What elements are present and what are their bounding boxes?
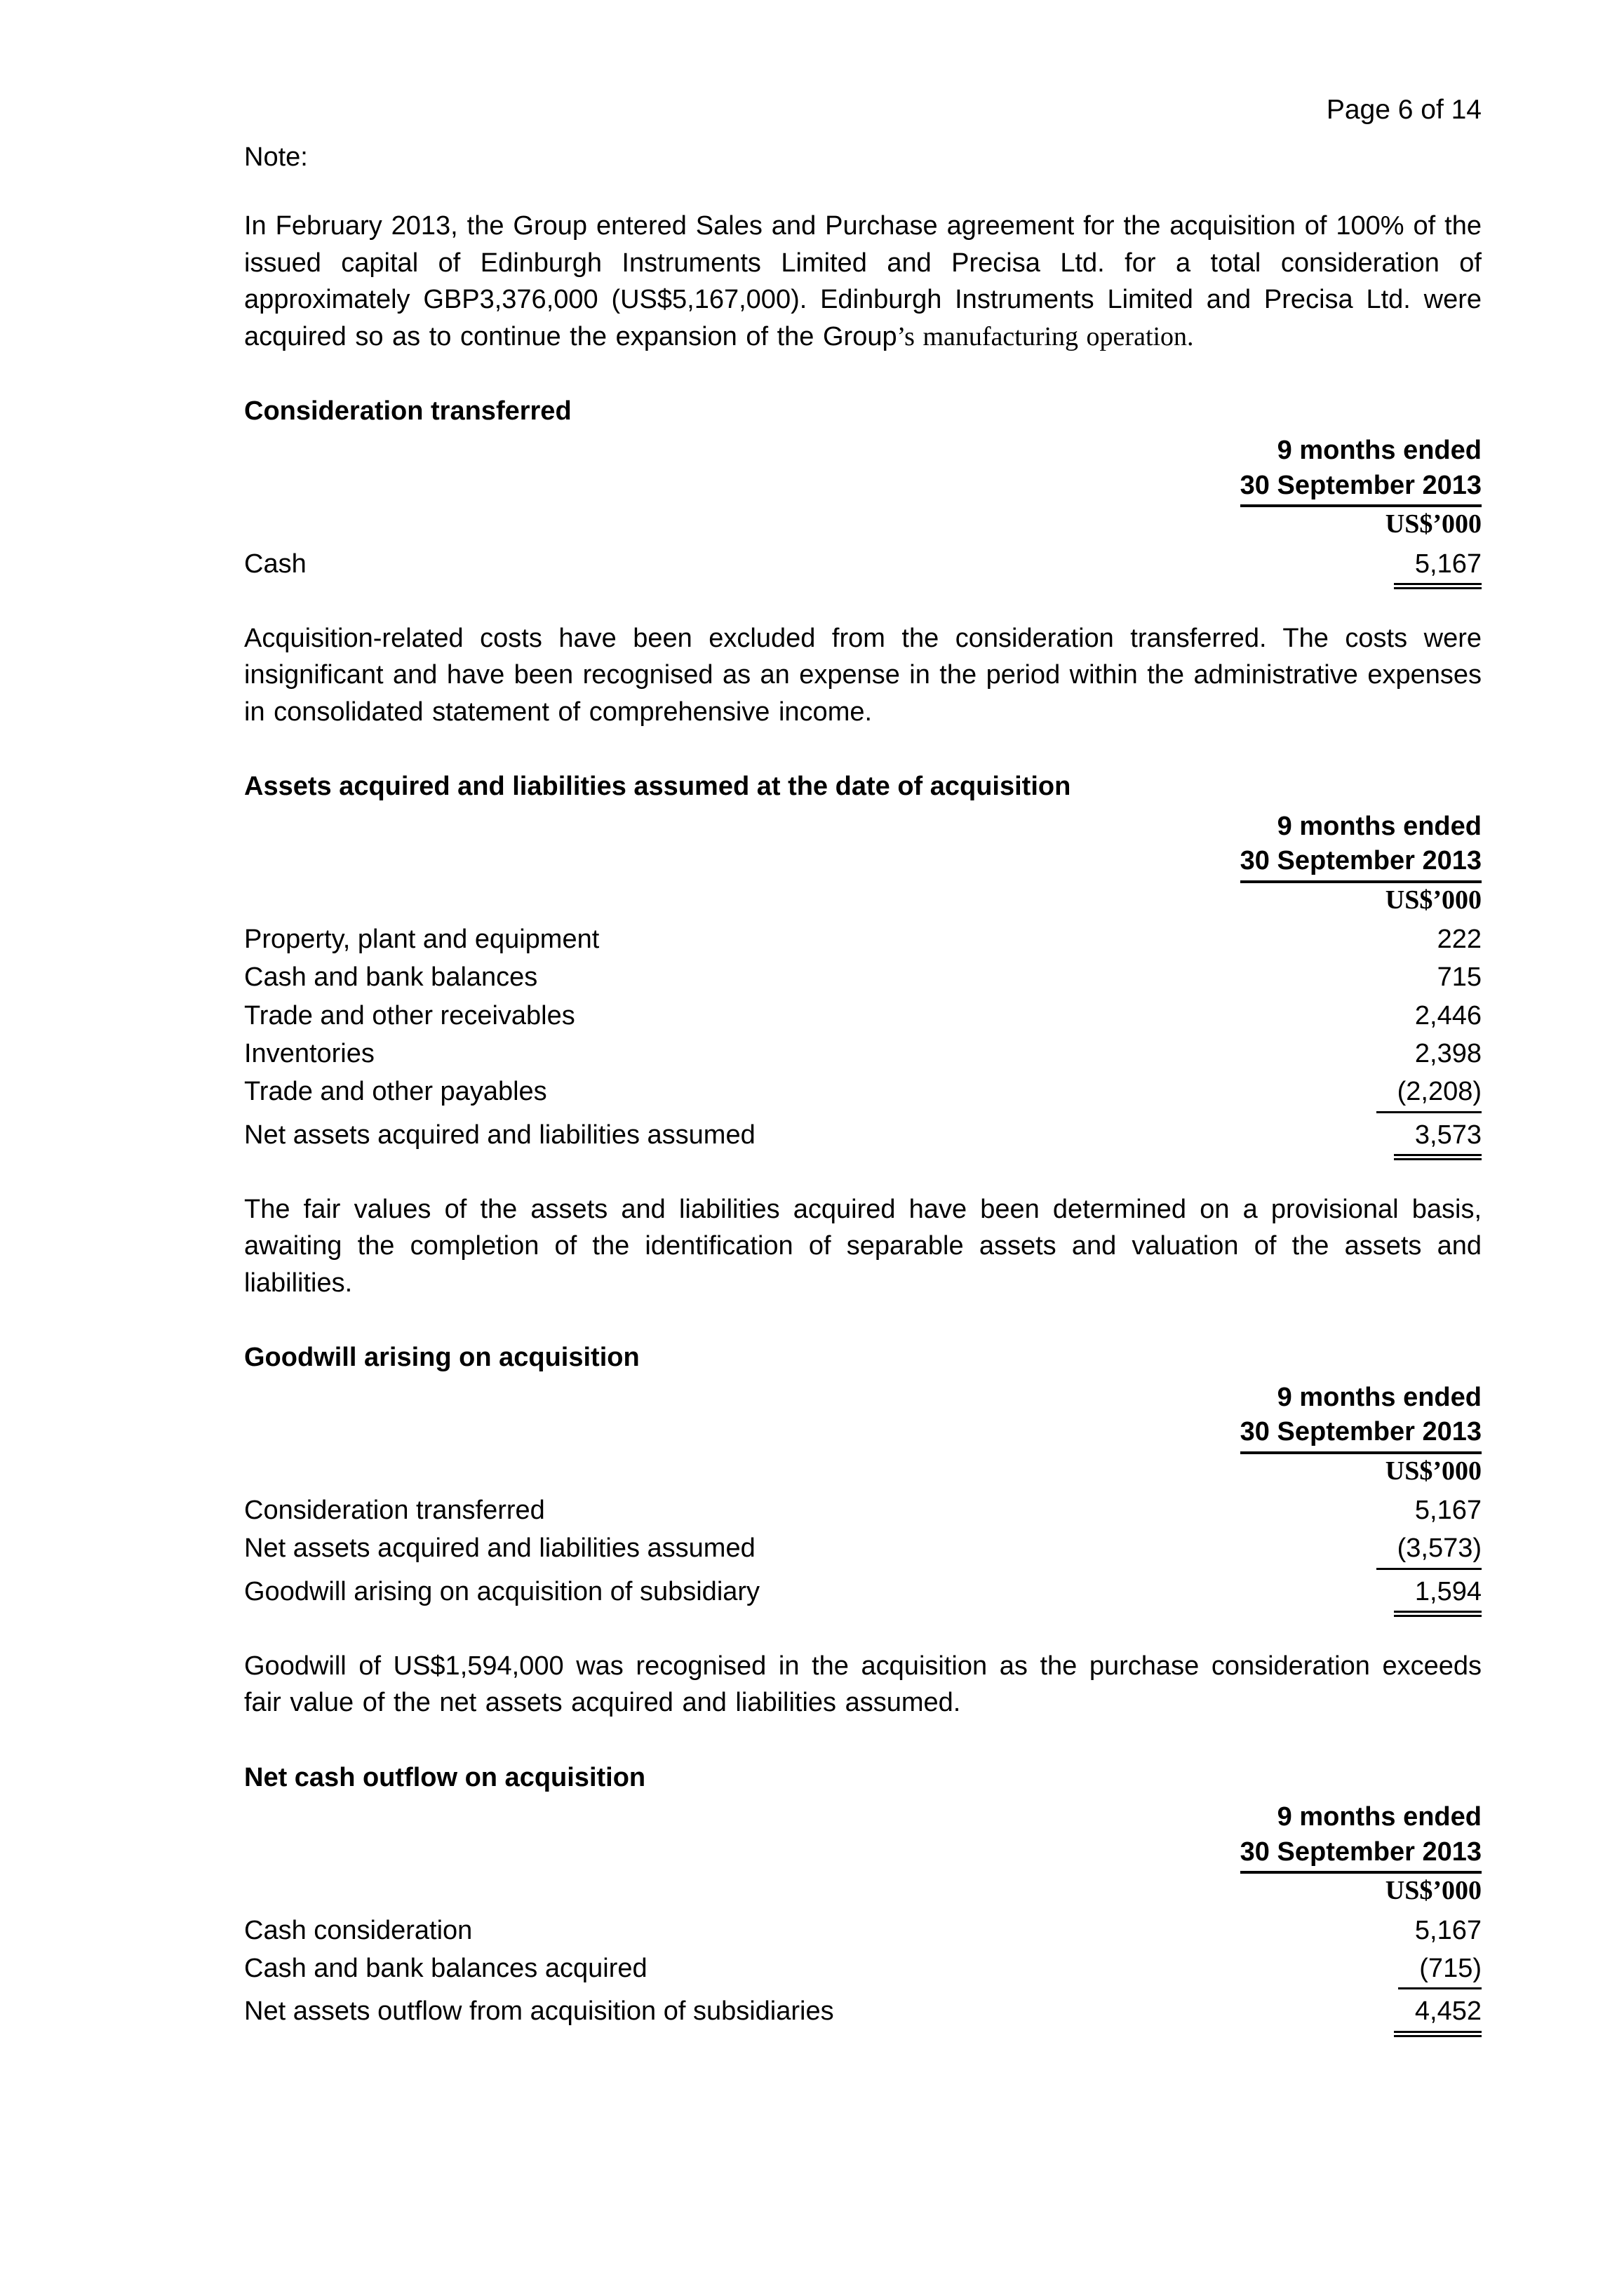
date-line	[244, 1415, 1482, 1454]
row-label: Inventories	[244, 1038, 375, 1068]
period-line: 9 months ended	[1277, 436, 1482, 466]
goodwill-note-paragraph: Goodwill of US$1,594,000 was recognised in the acquisition as the purchase consideration exceeds fair value of the net assets acquired and liabilities assumed.	[244, 1651, 1482, 1718]
table-row	[244, 1494, 1482, 1526]
table-row	[244, 923, 1482, 955]
fair-values-paragraph: The fair values of the assets and liabilities acquired have been determined on a provisional basis, awaiting the completion of the identification of separable assets and valuation of the assets and liabilities.	[244, 1195, 1482, 1298]
page-number: Page 6 of 14	[1326, 95, 1482, 125]
table-row	[244, 1038, 1482, 1070]
period-line: 9 months ended	[1277, 1382, 1482, 1412]
row-label: Cash and bank balances	[244, 962, 538, 993]
row-value: 5,167	[1414, 1915, 1482, 1945]
date-line	[244, 844, 1482, 882]
row-label: Property, plant and equipment	[244, 924, 600, 954]
table-row	[244, 1995, 1482, 2036]
row-value-subtotal: (715)	[1398, 1952, 1482, 1989]
date-underlined: 30 September 2013	[1240, 1835, 1482, 1874]
table-row	[244, 1532, 1482, 1569]
intro-text-sans: In February 2013, the Group entered Sales and Purchase agreement for the acquisition of 100% of the issued capital of Edinburgh Instruments Limited and Precisa Ltd. for a total consideration of approximately GBP3,376,000 (US$5,167,000). Edinburgh Instruments Limited and Precisa Ltd. were acquired so as to continue the expansion of the Group	[244, 211, 1482, 351]
table-row	[244, 1075, 1482, 1113]
table-row	[244, 1952, 1482, 1989]
row-label: Net assets acquired and liabilities assumed	[244, 1533, 756, 1564]
intro-paragraph	[244, 208, 1482, 355]
table-row	[244, 961, 1482, 993]
row-label: Cash and bank balances acquired	[244, 1953, 647, 1983]
row-label: Net assets acquired and liabilities assumed	[244, 1120, 756, 1150]
table-header	[244, 1381, 1482, 1489]
date-line	[244, 469, 1482, 507]
row-label: Goodwill arising on acquisition of subsidiary	[244, 1576, 760, 1606]
row-value: 715	[1437, 962, 1482, 993]
table-row	[244, 1119, 1482, 1160]
row-value-total: 3,573	[1394, 1119, 1482, 1160]
row-label: Cash consideration	[244, 1915, 473, 1945]
row-label: Consideration transferred	[244, 1495, 545, 1525]
row-label: Cash	[244, 549, 307, 579]
currency-line: US$’000	[1385, 885, 1482, 915]
section-heading-net-cash-outflow: Net cash outflow on acquisition	[244, 1762, 646, 1792]
section-heading-goodwill: Goodwill arising on acquisition	[244, 1343, 640, 1373]
note-label: Note:	[244, 142, 308, 172]
table-rows	[244, 1914, 1482, 2037]
row-value-subtotal: (2,208)	[1376, 1075, 1482, 1113]
intro-text-serif: ’s manufacturing operation.	[897, 321, 1194, 351]
table-rows	[244, 923, 1482, 1160]
currency-line: US$’000	[1385, 1876, 1482, 1906]
row-value: 2,398	[1414, 1038, 1482, 1068]
row-value-total: 1,594	[1394, 1576, 1482, 1617]
table-header	[244, 1800, 1482, 1908]
table-row	[244, 1914, 1482, 1947]
date-underlined: 30 September 2013	[1240, 844, 1482, 882]
acquisition-costs-paragraph: Acquisition-related costs have been excluded from the consideration transferred. The costs were insignificant and have been recognised as an expense in the period within the administrative expenses in consolidated statement of comprehensive income.	[244, 623, 1482, 727]
period-line: 9 months ended	[1277, 1802, 1482, 1832]
row-value: 5,167	[1414, 1495, 1482, 1525]
table-rows	[244, 1494, 1482, 1617]
row-label: Net assets outflow from acquisition of subsidiaries	[244, 1996, 834, 2027]
table-row	[244, 1576, 1482, 1617]
row-label: Trade and other receivables	[244, 1000, 575, 1030]
table-rows	[244, 548, 1482, 589]
date-underlined: 30 September 2013	[1240, 1415, 1482, 1454]
date-line	[244, 1835, 1482, 1874]
row-value: 2,446	[1414, 1000, 1482, 1030]
currency-line: US$’000	[1385, 509, 1482, 539]
table-row	[244, 548, 1482, 589]
row-value-subtotal: (3,573)	[1376, 1532, 1482, 1569]
table-header	[244, 434, 1482, 542]
section-heading-assets-acquired: Assets acquired and liabilities assumed at the date of acquisition	[244, 772, 1071, 802]
row-value-total: 5,167	[1394, 548, 1482, 589]
row-value: 222	[1437, 924, 1482, 954]
section-heading-consideration-transferred: Consideration transferred	[244, 396, 572, 426]
row-label: Trade and other payables	[244, 1077, 547, 1107]
table-header	[244, 810, 1482, 918]
table-row	[244, 1000, 1482, 1032]
row-value-total: 4,452	[1394, 1995, 1482, 2036]
date-underlined: 30 September 2013	[1240, 469, 1482, 507]
period-line: 9 months ended	[1277, 811, 1482, 841]
currency-line: US$’000	[1385, 1456, 1482, 1486]
